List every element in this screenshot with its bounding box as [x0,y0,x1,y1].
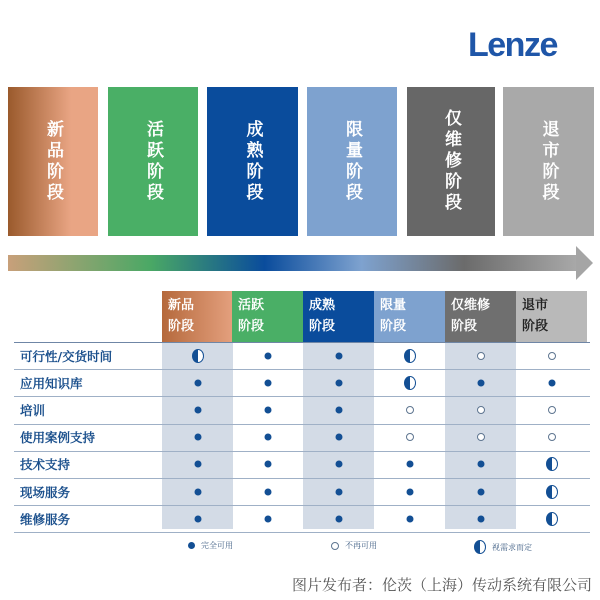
stage-label: 限量阶段 [342,119,362,204]
full-dot-icon [335,407,342,414]
column-header-line: 阶段 [380,319,407,334]
empty-dot-icon [406,433,414,441]
legend-half-label: 视需求而定 [492,542,532,552]
stage-label: 活跃阶段 [143,119,163,204]
column-header [374,291,445,342]
divider [14,478,590,479]
column-header [516,291,587,342]
empty-dot-icon [477,352,485,360]
half-dot-icon [546,485,558,499]
half-dot-icon [474,540,486,554]
column-header-line: 阶段 [168,319,195,334]
full-dot-icon [188,542,195,549]
legend-empty [331,540,377,551]
full-dot-icon [264,352,271,359]
row-label: 现场服务 [20,484,71,500]
column-header-line: 新品 [168,298,195,313]
full-dot-icon [406,515,413,522]
legend-full [188,540,233,551]
full-dot-icon [264,379,271,386]
column-header [162,291,233,342]
divider [14,342,590,343]
row-label: 维修服务 [20,511,71,527]
empty-dot-icon [548,406,556,414]
stage-block [207,87,298,236]
full-dot-icon [194,461,201,468]
full-dot-icon [477,488,484,495]
column-header-line: 阶段 [238,319,265,334]
full-dot-icon [335,515,342,522]
full-dot-icon [406,461,413,468]
divider [14,424,590,425]
row-label: 使用案例支持 [20,430,96,446]
stage-label: 新品阶段 [43,119,63,204]
empty-dot-icon [406,406,414,414]
column-header-line: 阶段 [451,319,478,334]
empty-dot-icon [331,542,339,550]
half-dot-icon [404,376,416,390]
half-dot-icon [546,512,558,526]
divider [14,505,590,506]
empty-dot-icon [477,406,485,414]
stage-label: 退市阶段 [538,119,559,204]
stage-label: 成熟阶段 [242,119,263,204]
full-dot-icon [264,515,271,522]
stage-block [307,87,397,236]
column-header-line: 退市 [522,298,549,313]
caption: 图片发布者：伦茨（上海）传动系统有限公司 [292,576,593,594]
full-dot-icon [264,434,271,441]
empty-dot-icon [548,433,556,441]
legend-full-label: 完全可用 [201,541,233,550]
lifecycle-arrow [8,255,578,271]
full-dot-icon [335,434,342,441]
row-label: 技术支持 [20,457,71,473]
full-dot-icon [264,488,271,495]
column-header-line: 阶段 [309,319,336,334]
full-dot-icon [194,515,201,522]
column-header-line: 限量 [380,298,407,313]
divider [14,532,590,533]
half-dot-icon [546,457,558,471]
stage-label: 仅维修阶段 [441,109,461,214]
column-header-line: 成熟 [309,298,336,313]
row-label: 应用知识库 [20,375,83,391]
stage-block [407,87,495,236]
full-dot-icon [194,434,201,441]
legend-half [474,540,532,554]
full-dot-icon [335,461,342,468]
arrow-head-icon [576,246,593,280]
full-dot-icon [406,488,413,495]
column-header [232,291,303,342]
full-dot-icon [264,461,271,468]
full-dot-icon [477,379,484,386]
empty-dot-icon [477,433,485,441]
full-dot-icon [194,488,201,495]
full-dot-icon [194,407,201,414]
full-dot-icon [477,461,484,468]
divider [14,451,590,452]
legend-empty-label: 不再可用 [345,541,377,550]
full-dot-icon [335,488,342,495]
column-header [303,291,374,342]
full-dot-icon [194,379,201,386]
lenze-logo: Lenze [468,26,557,64]
empty-dot-icon [548,352,556,360]
row-label: 培训 [20,403,46,418]
divider [14,369,590,370]
column-header-line: 仅维修 [451,298,491,313]
full-dot-icon [264,407,271,414]
full-dot-icon [548,379,555,386]
half-dot-icon [404,349,416,363]
stage-block [503,87,594,236]
column-header-line: 阶段 [522,319,549,334]
full-dot-icon [335,352,342,359]
column-header [445,291,516,342]
divider [14,396,590,397]
row-label: 可行性/交货时间 [20,348,113,364]
stage-block [8,87,98,236]
column-header-line: 活跃 [238,298,265,313]
half-dot-icon [192,349,204,363]
stage-block [108,87,198,236]
full-dot-icon [335,379,342,386]
full-dot-icon [477,515,484,522]
